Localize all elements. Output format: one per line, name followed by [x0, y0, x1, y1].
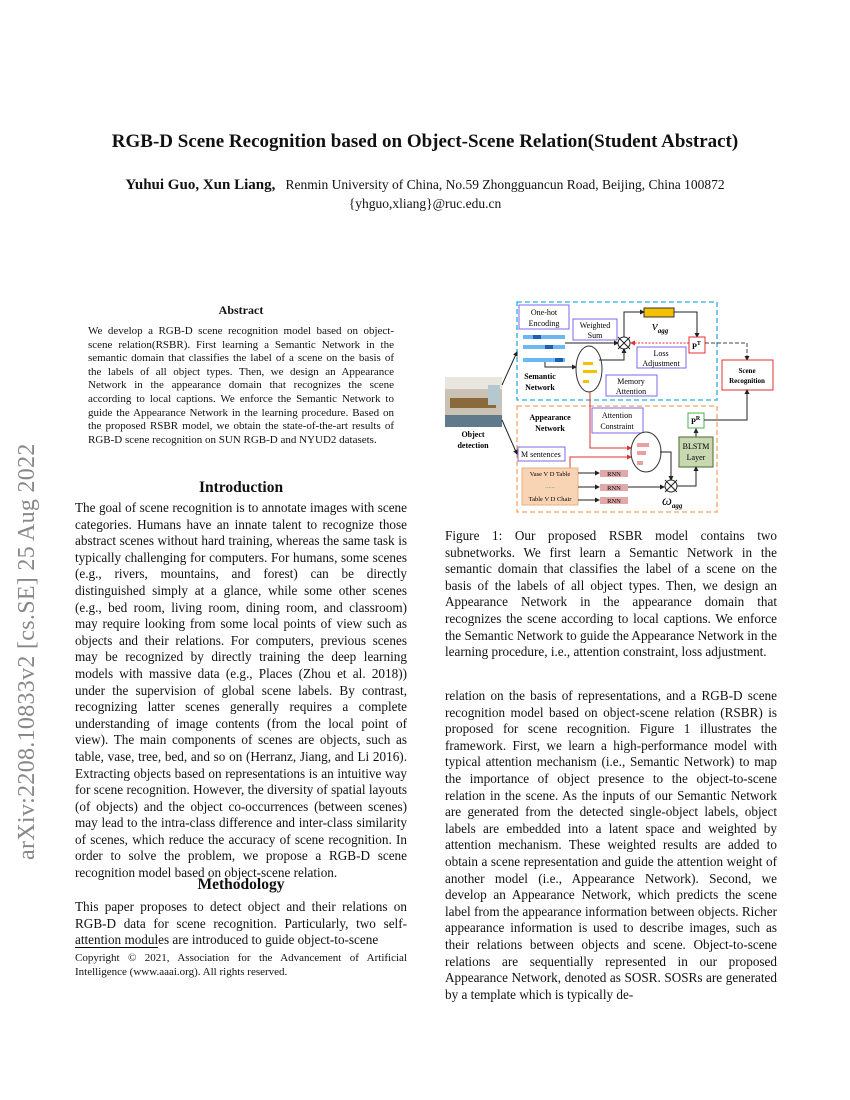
abstract-text: We develop a RGB-D scene recognition model based on object-scene relation(RSBR). First learning a Semantic Network in the semantic domain that classifies the label of a scene on the basis of the labels of all object types. Then, we design an Appearance Network in the appearance domain that recognizes the scene according to local captions. We enforce the Semantic Network to guide the Appearance Network in the learning procedure. Based on the proposed RSBR model, we obtain the state-of-the-art results of RGB-D scene recognition on SUN RGB-D and NYUD2 datasets.	[88, 325, 394, 446]
recognition-label: Recognition	[729, 377, 765, 385]
attention-constraint-label: Attention	[601, 411, 633, 420]
abstract-heading: Abstract	[218, 303, 264, 317]
introduction-text: The goal of scene recognition is to annotate images with scene categories. Humans have an innate talent to recognize those abstract scenes without hard training, whereas the same task is typically challenging for computers. For humans, some scenes (e.g., rivers, mountains, and forest) can be directly distinguished simply at a glance, while some other scenes (e.g., bed room, living room, dining room, and classroom) may require looking from some local points of view such as objects and their relations. For computers, previous scenes may be recognized by directly training the deep learning models with massive data (e.g., Places (Zhou et al. 2018)) under the supervision of global scene labels. By contrast, recognizing latter scenes generally requires a complete understanding of image contents (from the local point of view). The main components of scenes are objects, such as table, vase, tree, bed, and so on (Herranz, Jiang, and Li 2016). Extracting objects based on representations is an intuitive way for scene recognition. However, the diversity of spatial layouts (of objects) and the object co-occurrences (between scenes) may lead to the intra-class difference and inter-class similarity of scenes, which reduce the accuracy of scene recognition. In order to solve the problem, we propose a RGB-D scene recognition model based on object-scene relation.	[75, 500, 407, 881]
footnote-rule	[75, 947, 158, 948]
adjustment-label: Adjustment	[642, 359, 680, 368]
embedding-bars	[523, 335, 565, 362]
sentence-dots: ......	[545, 483, 555, 490]
object-label: Object	[461, 430, 485, 439]
methodology-text: This paper proposes to detect object and their relations on RGB-D data for scene recognition. Particularly, two self-attention modules are introduced to guide object-to-scene	[75, 899, 407, 948]
methodology-heading: Methodology	[197, 876, 285, 893]
email: {yhguo,xliang}@ruc.edu.cn	[348, 196, 502, 211]
author-names: Yuhui Guo, Xun Liang,	[125, 177, 276, 193]
appearance-network-label: Network	[535, 424, 565, 433]
p-r-label: $P^R$	[691, 416, 701, 426]
paper-title: RGB-D Scene Recognition based on Object-Scene Relation(Student Abstract)	[111, 131, 739, 152]
right-column-text: relation on the basis of representations, and a RGB-D scene recognition model based on object-scene relation (RSBR) is proposed for scene recognition. Figure 1 illustrates the framework. First, we learn a high-performance model with typical attention mechanism (i.e., Semantic Network) to map the importance of object presence to the object-to-scene relation in the scene. As the inputs of our Semantic Network are generated from the detected single-object labels, object labels are embedded into a latent space and weighted by attention mechanism. These weighted results are added to obtain a scene representation and guide the attention weight of another model (i.e., Appearance Network). Second, we develop an Appearance Network, which predicts the scene label from the appearance information between objects. Richer appearance information is used to describe images, such as their relations between objects and scene. Object-to-scene relations are sequentially represented in our proposed Appearance Network, denoted as SOSR. SOSRs are generated by a template which is typically de-	[445, 688, 777, 1002]
p-t-label: $P^T$	[692, 341, 701, 351]
encoding-label: Encoding	[528, 319, 560, 328]
layer-label: Layer	[686, 453, 706, 462]
weighted-label: Weighted	[579, 321, 611, 330]
rnn-2: RNN	[607, 485, 621, 492]
memory-label: Memory	[617, 377, 645, 386]
v-agg-bar	[644, 308, 674, 317]
sentence-1: Vase V D Table	[529, 471, 571, 478]
memory-attention-ellipse	[576, 346, 602, 392]
sentence-2: Table V D Chair	[528, 496, 572, 503]
arxiv-stamp: arXiv:2208.10833v2 [cs.SE] 25 Aug 2022	[14, 443, 40, 860]
w-agg-label: $\omega_{agg}$	[662, 494, 683, 510]
appearance-label: Appearance	[529, 413, 571, 422]
blstm-label: BLSTM	[682, 442, 710, 451]
scene-label: Scene	[738, 367, 756, 375]
one-hot-label: One-hot	[530, 308, 558, 317]
constraint-label: Constraint	[600, 422, 634, 431]
detection-label: detection	[457, 441, 489, 450]
figure-caption: Figure 1: Our proposed RSBR model contains two subnetworks. We first learn a Semantic Network in the semantic domain that classifies the label of a scene on the basis of the labels of all object types. Then, we design an Appearance Network in the appearance domain that recognizes the scene according to local captions. We enforce the Semantic Network to guide the Appearance Network in the learning procedure, i.e., attention constraint, loss adjustment.	[445, 528, 777, 660]
authors	[0, 177, 850, 194]
loss-label: Loss	[653, 349, 669, 358]
network-label: Network	[525, 383, 555, 392]
rnn-3: RNN	[607, 498, 621, 505]
scene-photo	[445, 377, 502, 427]
figure-1-diagram	[440, 295, 780, 520]
rnn-1: RNN	[607, 471, 621, 478]
m-sentences-label: M sentences	[521, 450, 561, 459]
affiliation: Renmin University of China, No.59 Zhongguancun Road, Beijing, China 100872	[285, 177, 725, 192]
semantic-label: Semantic	[524, 372, 556, 381]
v-agg-label: $v_{agg}$	[652, 318, 669, 335]
copyright-note: Copyright © 2021, Association for the Advancement of Artificial Intelligence (www.aaai.org). All rights reserved.	[75, 952, 407, 978]
sum-label: Sum	[587, 331, 603, 340]
introduction-heading: Introduction	[198, 479, 284, 496]
attention-label: Attention	[615, 387, 647, 396]
